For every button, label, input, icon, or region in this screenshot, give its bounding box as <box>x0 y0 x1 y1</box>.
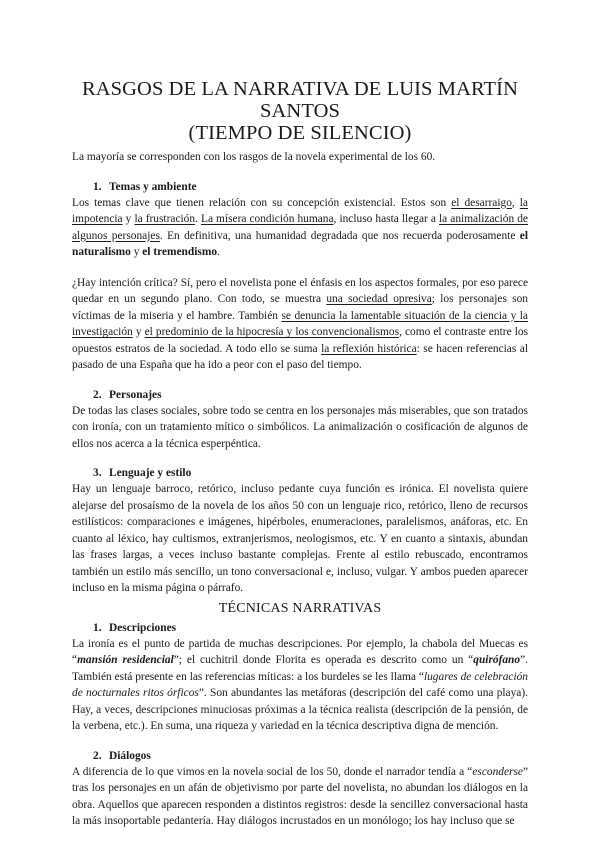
title-line-2: (TIEMPO DE SILENCIO) <box>188 122 412 144</box>
text-run: . <box>217 246 220 258</box>
text-run: y <box>122 213 135 225</box>
text-run: ”. También está presente en las referencias míticas: a los burdeles se les llama “ <box>72 654 528 683</box>
section-title: Lenguaje y estilo <box>109 467 192 479</box>
section-title: Temas y ambiente <box>109 180 197 193</box>
italic-text: esconderse <box>472 765 523 778</box>
underlined-text: la animalización de algunos personajes <box>72 213 528 242</box>
paragraph-lenguaje: Hay un lenguaje barroco, retórico, incluso pedante cuya función es irónica. El novelista quiere alejarse del prosaísmo de la novela de los años 50 con un lenguaje rico, retórico, lleno de recursos estilísticos: comparaciones e imágenes, hipérboles, enumeraciones, paralelismos, anáforas, etc. En cuanto al léxico, hay cultismos, extranjerismos, neologismos, etc. Y en cuanto a sintaxis, abundan las frases largas, a veces incluso bastante complejas. Frente al estilo rebuscado, encontramos también un estilo más sencillo, un tono conversacional e, incluso, vulgar. Y ambos pueden aparecer incluso en la misma página o párrafo. <box>72 483 528 594</box>
underlined-text: el predominio de la hipocresía y los convencionalismos <box>144 326 400 338</box>
section-heading-lenguaje <box>93 465 528 481</box>
text-run: y <box>132 326 145 338</box>
intro-text: La mayoría se corresponden con los rasgos de la novela experimental de los 60. <box>72 151 436 163</box>
section-number: 3. <box>93 467 102 479</box>
text-run: ”; el cuchitril donde Florita es operada es descrito como un “ <box>173 654 474 666</box>
section-number: 2. <box>93 749 102 762</box>
italic-text: lugares de celebración de nocturnales ritos órficos <box>72 670 529 699</box>
paragraph-temas-1 <box>72 195 528 261</box>
text-run: : se hacen referencias al pasado de una España que ha ido a peor con el paso del tiempo. <box>72 342 528 371</box>
tecnicas-heading: TÉCNICAS NARRATIVAS <box>218 600 382 616</box>
underlined-text: La mísera condición humana <box>200 213 334 225</box>
section-title: Personajes <box>109 388 162 401</box>
underlined-text: la impotencia <box>72 196 528 225</box>
section-number: 1. <box>93 621 102 634</box>
text-run: La ironía es el punto de partida de muchas descripciones. Por ejemplo, la chabola del Muecas es “ <box>72 637 528 666</box>
text-run: ”. Son abundantes las metáforas (descripción del café como una playa). Hay, a veces, descripciones minuciosas próximas a la técnica realista (descripción de la pensión, de la verbena, etc.). En suma, una riqueza y variedad en la técnica descriptiva digna de mención. <box>72 687 529 732</box>
text-run: ¿Hay intención crítica? Sí, pero el novelista pone el énfasis en los aspectos formales, por eso parece quedar en un segundo plano. Con todo, se muestra <box>72 276 528 305</box>
bold-italic-text: quirófano <box>473 654 521 666</box>
underlined-text: una sociedad opresiva <box>326 293 432 305</box>
section-title: Diálogos <box>109 749 151 762</box>
underlined-text: la reflexión histórica <box>321 342 417 355</box>
bold-text: el naturalismo <box>72 229 528 258</box>
text-run: , incluso hasta llegar a <box>333 213 439 225</box>
text-run: . En definitiva, una humanidad degradada que nos recuerda poderosamente <box>159 229 520 242</box>
bold-italic-text: mansión residencial <box>77 654 174 666</box>
title-line-1: RASGOS DE LA NARRATIVA DE LUIS MARTÍN SANTOS <box>81 78 519 122</box>
underlined-text: se denuncia la lamentable situación de la ciencia y la investigación <box>72 309 528 338</box>
text-run: A diferencia de lo que vimos en la novela social de los 50, donde el narrador tendía a “ <box>72 765 473 778</box>
section-heading-temas <box>93 179 528 195</box>
section-heading-descripciones <box>93 620 528 636</box>
text-run: y <box>130 246 143 258</box>
bold-text: el tremendismo <box>142 246 218 258</box>
text-run: . <box>195 213 201 225</box>
text-run: ; los personajes son víctimas de la miseria y el hambre. También <box>72 293 528 322</box>
paragraph-dialogos <box>72 764 528 830</box>
paragraph-personajes: De todas las clases sociales, sobre todo se centra en los personajes más miserables, que son tratados con ironía, con un tratamiento mítico o simbólicos. La animalización o cosificación de algunos de ellos nos acerca a la técnica esperpéntica. <box>72 404 528 450</box>
paragraph-temas-2 <box>72 275 528 374</box>
text-run: ” tras los personajes en un afán de objetivismo por parte del novelista, no abundan los diálogos en la obra. Aquellos que aparecen responden a distintos registros: desde la sencillez conversacional hasta la más insoportable pedantería. Hay diálogos incrustados en un monólogo; los hay incluso que se <box>72 765 528 827</box>
page-title <box>72 78 528 144</box>
text-run: , como el contraste entre los opuestos estratos de la sociedad. A todo ello se suma <box>72 326 528 355</box>
text-run: , <box>511 196 520 209</box>
underlined-text: la frustración <box>134 213 196 225</box>
section-number: 2. <box>93 388 102 401</box>
section-number: 1. <box>93 180 102 193</box>
section-heading-personajes <box>93 387 528 403</box>
text-run: Los temas clave que tienen relación con su concepción existencial. Estos son <box>72 196 452 209</box>
section-title: Descripciones <box>109 621 177 634</box>
section-heading-dialogos <box>93 748 528 764</box>
paragraph-descripciones <box>72 636 528 735</box>
underlined-text: el desarraigo <box>451 196 512 209</box>
